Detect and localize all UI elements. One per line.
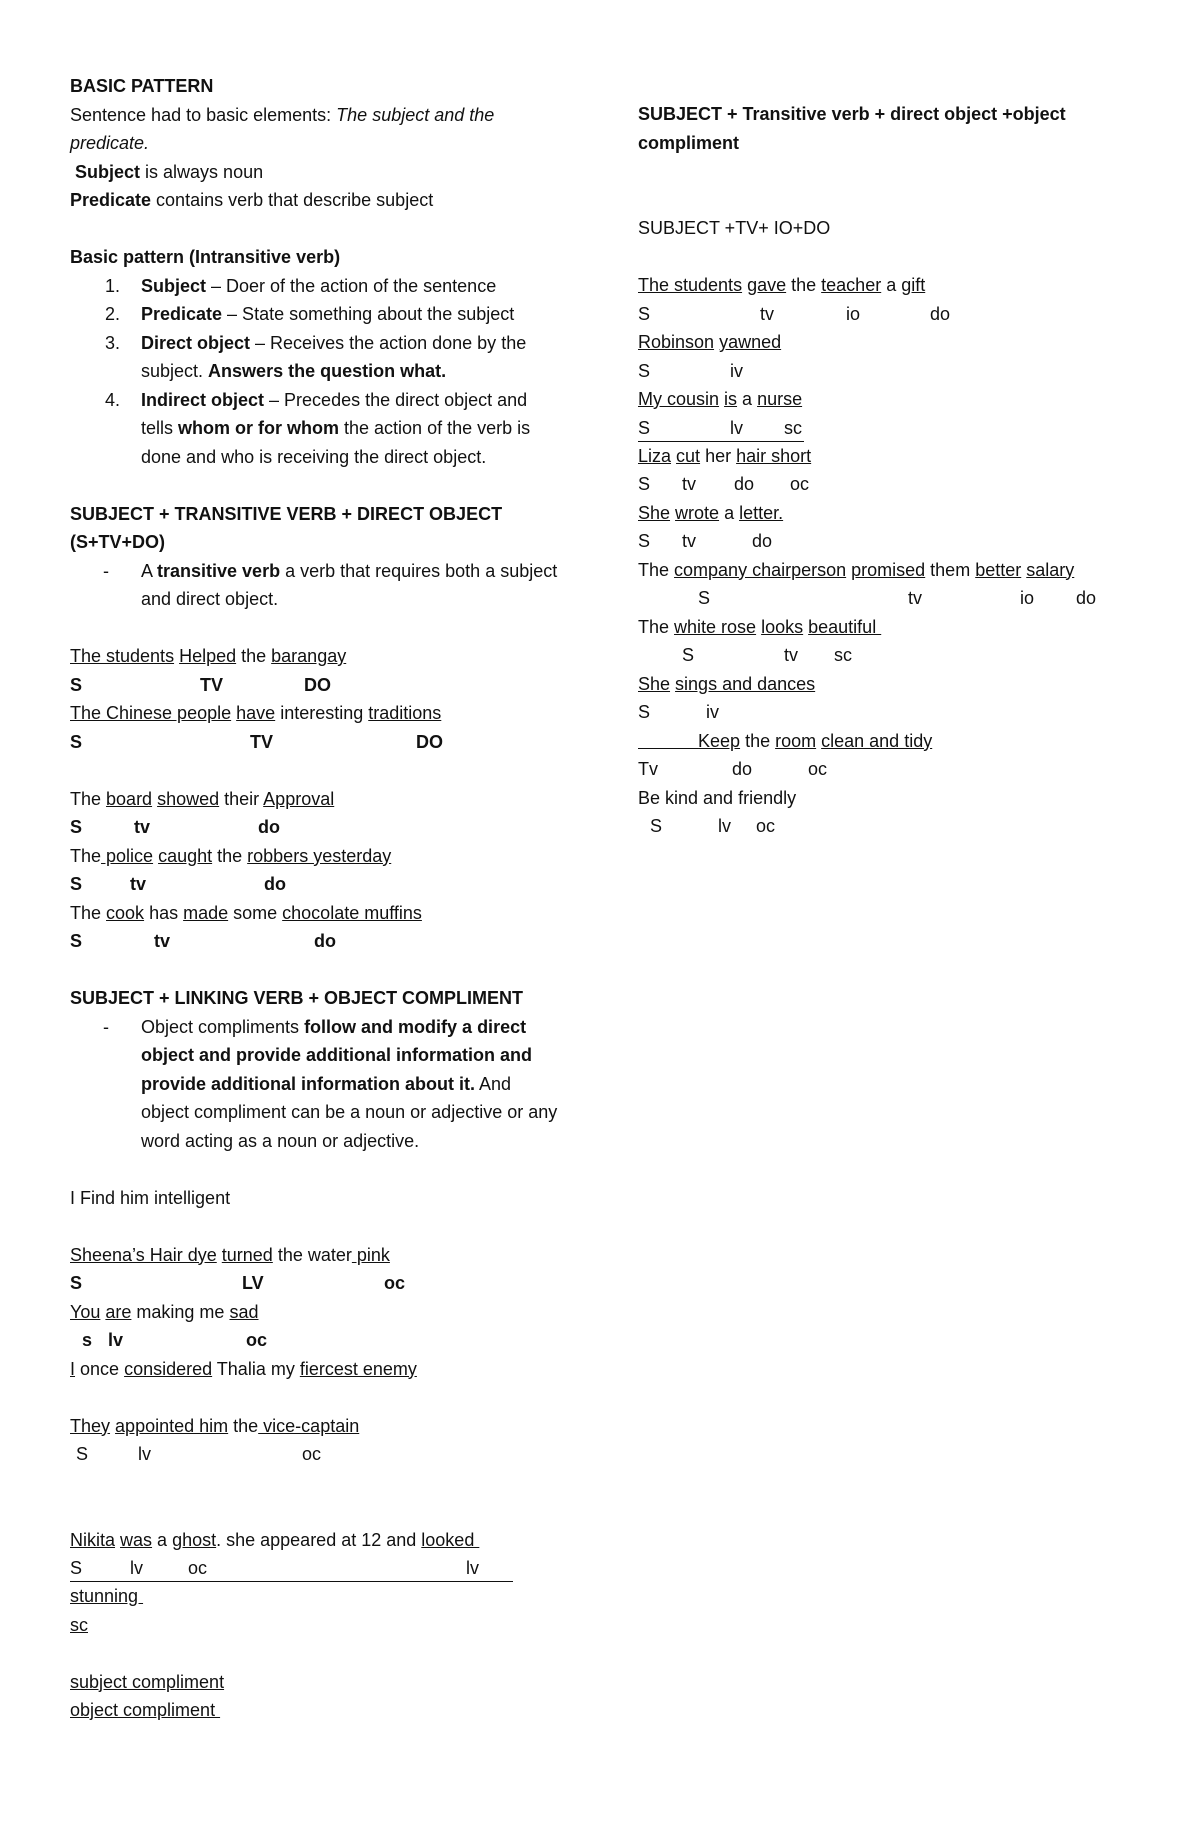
right-column xyxy=(638,100,1158,841)
right-heading-cont: compliment xyxy=(638,132,740,153)
label-do: do xyxy=(732,759,753,779)
word: chocolate muffins xyxy=(282,902,422,923)
example-labels xyxy=(70,927,560,956)
label-tv: tv xyxy=(908,588,923,608)
word: considered xyxy=(124,1358,213,1379)
word: a xyxy=(881,275,902,295)
word: She xyxy=(638,502,671,523)
example-sentence xyxy=(638,442,1158,471)
label-s: S xyxy=(70,1273,83,1293)
label-tv: tv xyxy=(784,645,799,665)
label-do: do xyxy=(752,531,773,551)
list-number: 3. xyxy=(105,332,121,353)
intro-line-2: predicate. xyxy=(70,133,150,153)
intro-italic: The subject and the xyxy=(336,104,495,125)
pattern-formula: SUBJECT +TV+ IO+DO xyxy=(638,218,831,238)
example-sentence xyxy=(70,785,560,814)
word: a xyxy=(737,389,758,409)
list-item xyxy=(70,329,560,386)
label-tv: tv xyxy=(154,931,171,951)
word: gift xyxy=(901,275,926,295)
word: their xyxy=(219,788,264,809)
label-oc: oc xyxy=(756,816,776,836)
word: wrote xyxy=(675,502,720,523)
word: a xyxy=(719,502,740,523)
subject-compliment-link[interactable]: subject compliment xyxy=(70,1671,225,1692)
blank-line xyxy=(638,731,698,751)
label-s: S xyxy=(682,645,695,665)
slv-heading: SUBJECT + LINKING VERB + OBJECT COMPLIMENT xyxy=(70,988,524,1008)
intro-line-1 xyxy=(70,101,560,130)
note-text: And object compliment can be a noun or adjective or any word acting as a noun or adjective. xyxy=(141,1073,558,1151)
label-s: S xyxy=(698,588,711,608)
label-s: S xyxy=(638,702,651,722)
label-iv: iv xyxy=(730,360,743,381)
list-item xyxy=(70,300,560,329)
label-do: do xyxy=(930,303,951,324)
example-sentence xyxy=(70,642,560,671)
word: the xyxy=(740,730,776,751)
stv-formula: (S+TV+DO) xyxy=(70,532,166,552)
word: the xyxy=(212,845,248,866)
example-sentence xyxy=(70,1298,560,1327)
word: cut xyxy=(676,445,701,466)
list-term: Indirect object xyxy=(141,389,265,410)
word: barangay xyxy=(271,646,347,666)
example-labels xyxy=(70,1440,560,1469)
word: Thalia my xyxy=(212,1358,300,1379)
label-lv: lv xyxy=(108,1330,124,1350)
label-tv: tv xyxy=(682,474,697,494)
label-oc: oc xyxy=(790,474,810,494)
predicate-desc: contains verb that describe subject xyxy=(151,190,434,210)
word: police xyxy=(101,845,154,866)
example-sentence xyxy=(70,1241,560,1270)
word: The xyxy=(70,902,107,923)
label-lv: lv xyxy=(730,417,743,438)
word: white rose xyxy=(674,616,757,637)
word: Helped xyxy=(179,646,237,666)
example-sentence xyxy=(638,613,1158,642)
word: is xyxy=(724,389,738,409)
list-term: Direct object xyxy=(141,332,251,353)
word: The xyxy=(70,788,107,809)
note-text: a verb that requires both a subject and direct object. xyxy=(141,560,558,609)
label-s: S xyxy=(638,360,651,381)
word: company chairperson xyxy=(674,559,847,580)
word: The students xyxy=(70,646,175,666)
word: made xyxy=(183,902,229,923)
word: Nikita xyxy=(70,1529,116,1550)
label-do: do xyxy=(1076,588,1097,608)
word: The xyxy=(638,559,675,580)
label-tv: Tv xyxy=(638,759,658,779)
label-lv: lv xyxy=(466,1558,479,1578)
word: yawned xyxy=(719,332,782,352)
example-sentence xyxy=(70,899,560,928)
example-sentence xyxy=(70,1412,560,1441)
label-s: S xyxy=(638,417,651,438)
intro-text: Sentence had to basic elements: xyxy=(70,104,337,125)
example-labels xyxy=(638,812,1158,841)
word: The Chinese people xyxy=(70,703,232,723)
word: fiercest enemy xyxy=(299,1358,417,1379)
right-heading: SUBJECT + Transitive verb + direct object +object xyxy=(638,104,1066,124)
example-sentence xyxy=(638,556,1158,585)
list-term: Subject xyxy=(141,275,207,296)
label-tv: tv xyxy=(760,303,775,324)
word: the water xyxy=(272,1244,352,1265)
example-labels xyxy=(70,813,560,842)
word: Keep xyxy=(698,730,741,751)
word: clean and tidy xyxy=(821,730,933,751)
word: letter. xyxy=(739,502,784,523)
word: sings and dances xyxy=(675,673,816,694)
list-emphasis: whom or for whom xyxy=(178,418,340,438)
label-s: S xyxy=(638,474,651,494)
label-sc: sc xyxy=(834,645,852,665)
word: have xyxy=(236,703,276,723)
basic-pattern-heading: BASIC PATTERN xyxy=(70,76,214,96)
word: looked xyxy=(421,1529,480,1550)
object-compliment-note xyxy=(70,1013,560,1156)
label-iv: iv xyxy=(706,702,719,722)
example-labels xyxy=(638,414,804,442)
label-oc: oc xyxy=(808,759,828,779)
word: Robinson xyxy=(638,332,715,352)
example-sentence xyxy=(70,699,560,728)
label-lv: LV xyxy=(242,1273,264,1293)
label-tv: TV xyxy=(200,674,224,695)
note-emphasis: follow and modify a direct object and provide additional information and provide additional information about it. xyxy=(141,1016,533,1094)
label-do: DO xyxy=(416,731,443,752)
label-oc: oc xyxy=(188,1558,208,1578)
label-s: S xyxy=(638,531,651,551)
example-labels xyxy=(638,584,1158,613)
word: caught xyxy=(158,845,213,866)
example-sentence xyxy=(70,1526,560,1555)
word: showed xyxy=(157,788,220,809)
word: Sheena’s Hair dye xyxy=(70,1244,217,1265)
example-labels xyxy=(638,755,1158,784)
word: ghost xyxy=(172,1529,217,1550)
dash-bullet: - xyxy=(103,1016,109,1037)
word: has xyxy=(144,902,184,923)
word: sad xyxy=(229,1301,259,1322)
word: once xyxy=(75,1358,125,1379)
label-do: DO xyxy=(304,674,331,695)
word: cook xyxy=(106,902,145,923)
example-sentence xyxy=(638,670,1158,699)
word: My cousin xyxy=(638,389,720,409)
label-s: S xyxy=(638,303,651,324)
label-tv: tv xyxy=(134,817,151,837)
list-tail: the action of the verb is done and who is receiving the direct object. xyxy=(141,418,531,467)
list-term: Predicate xyxy=(141,304,223,324)
list-desc: – State something about the subject xyxy=(222,304,515,324)
word: appointed him xyxy=(115,1415,229,1436)
label-s: S xyxy=(70,931,83,951)
word: are xyxy=(105,1301,132,1322)
predicate-definition xyxy=(70,186,560,215)
label-do: do xyxy=(258,817,280,837)
list-number: 2. xyxy=(105,304,121,324)
subject-term: Subject xyxy=(75,161,141,182)
object-compliment-link[interactable]: object compliment xyxy=(70,1700,221,1720)
label-s: S xyxy=(70,731,83,752)
example-sentence xyxy=(638,385,1158,414)
word: promised xyxy=(851,559,926,580)
word: the xyxy=(228,1415,259,1436)
example-sentence xyxy=(638,727,1158,756)
list-desc: – Precedes the direct object and tells xyxy=(141,389,528,438)
example-labels xyxy=(70,1326,560,1355)
example-labels xyxy=(638,698,1158,727)
example-labels xyxy=(638,641,1158,670)
label-lv: lv xyxy=(718,816,731,836)
word: her xyxy=(700,445,737,466)
example-labels xyxy=(70,1554,513,1582)
example-labels xyxy=(70,870,560,899)
label-tv: tv xyxy=(130,874,147,894)
note-term: transitive verb xyxy=(157,560,281,581)
transitive-verb-note xyxy=(70,557,560,614)
label-tv: TV xyxy=(250,731,274,752)
word: You xyxy=(70,1301,101,1322)
word: room xyxy=(775,730,817,751)
predicate-term: Predicate xyxy=(70,190,152,210)
example-word: stunning xyxy=(70,1586,144,1606)
word: teacher xyxy=(821,275,882,295)
word: nurse xyxy=(757,389,803,409)
note-text: A xyxy=(141,560,158,581)
word: the xyxy=(786,275,822,295)
word: the xyxy=(236,646,272,666)
word: She xyxy=(638,673,671,694)
subject-definition xyxy=(70,158,560,187)
word: They xyxy=(70,1415,111,1436)
example-sentence xyxy=(70,1355,560,1384)
word: The xyxy=(70,845,102,866)
word: Liza xyxy=(638,445,672,466)
word: beautiful xyxy=(808,616,882,637)
example-labels xyxy=(70,671,560,700)
word: traditions xyxy=(368,703,442,723)
example-labels xyxy=(638,470,1158,499)
label-sc: sc xyxy=(784,417,802,438)
subject-desc: is always noun xyxy=(140,161,264,182)
list-number: 1. xyxy=(105,275,121,296)
label-oc: oc xyxy=(302,1444,322,1464)
dash-bullet: - xyxy=(103,560,109,581)
label-do: do xyxy=(264,874,286,894)
elements-list xyxy=(70,272,560,472)
example-sentence xyxy=(638,499,1158,528)
label-oc: oc xyxy=(246,1330,268,1350)
label-io: io xyxy=(846,303,861,324)
example-sentence xyxy=(638,328,1158,357)
word: making me xyxy=(131,1301,230,1322)
label-s: S xyxy=(70,1558,83,1578)
label-s: S xyxy=(70,817,83,837)
label-do: do xyxy=(734,474,755,494)
example-labels xyxy=(70,728,560,757)
left-column xyxy=(70,72,560,1725)
list-emphasis: Answers the question what. xyxy=(208,361,447,381)
example-labels xyxy=(638,300,1158,329)
list-number: 4. xyxy=(105,389,121,410)
word: was xyxy=(120,1529,153,1550)
note-text: Object compliments xyxy=(141,1016,305,1037)
word: interesting xyxy=(275,703,369,723)
label-lv: lv xyxy=(130,1558,143,1578)
example-find: I Find him intelligent xyxy=(70,1187,231,1208)
word: salary xyxy=(1026,559,1075,580)
word: gave xyxy=(747,275,787,295)
word: vice-captain xyxy=(258,1415,360,1436)
word: a xyxy=(152,1529,173,1550)
word: Approval xyxy=(263,788,335,809)
word: turned xyxy=(221,1244,273,1265)
label-s: S xyxy=(76,1444,89,1464)
example-labels xyxy=(638,527,1158,556)
word: board xyxy=(106,788,153,809)
example-label-sc: sc xyxy=(70,1614,88,1635)
example-sentence xyxy=(70,842,560,871)
label-lv: lv xyxy=(138,1444,151,1464)
word: The xyxy=(638,616,675,637)
label-do: do xyxy=(314,931,336,951)
word: them xyxy=(925,559,976,580)
example-labels xyxy=(638,357,1158,386)
label-tv: tv xyxy=(682,531,697,551)
list-desc: – Receives the action done by the subject. xyxy=(141,332,527,381)
word: pink xyxy=(351,1244,390,1265)
stv-heading: SUBJECT + TRANSITIVE VERB + DIRECT OBJECT xyxy=(70,503,503,524)
basic-pattern-subheading: Basic pattern (Intransitive verb) xyxy=(70,247,341,267)
list-item xyxy=(70,272,560,301)
word: The students xyxy=(638,275,743,295)
label-io: io xyxy=(1020,588,1035,608)
word: hair short xyxy=(736,445,812,466)
label-s: S xyxy=(70,874,83,894)
word: . she appeared at 12 and xyxy=(216,1529,422,1550)
list-desc: – Doer of the action of the sentence xyxy=(206,275,497,296)
word: better xyxy=(975,559,1022,580)
label-s: S xyxy=(70,674,83,695)
word: looks xyxy=(761,616,804,637)
example-labels xyxy=(70,1269,560,1298)
label-s: S xyxy=(650,816,663,836)
label-oc: oc xyxy=(384,1273,406,1293)
label-s: s xyxy=(82,1330,93,1350)
example-sentence xyxy=(638,271,1158,300)
list-item xyxy=(70,386,560,472)
example-sentence: Be kind and friendly xyxy=(638,787,797,808)
word: I xyxy=(70,1358,76,1379)
word: robbers yesterday xyxy=(247,845,392,866)
word: some xyxy=(228,902,283,923)
